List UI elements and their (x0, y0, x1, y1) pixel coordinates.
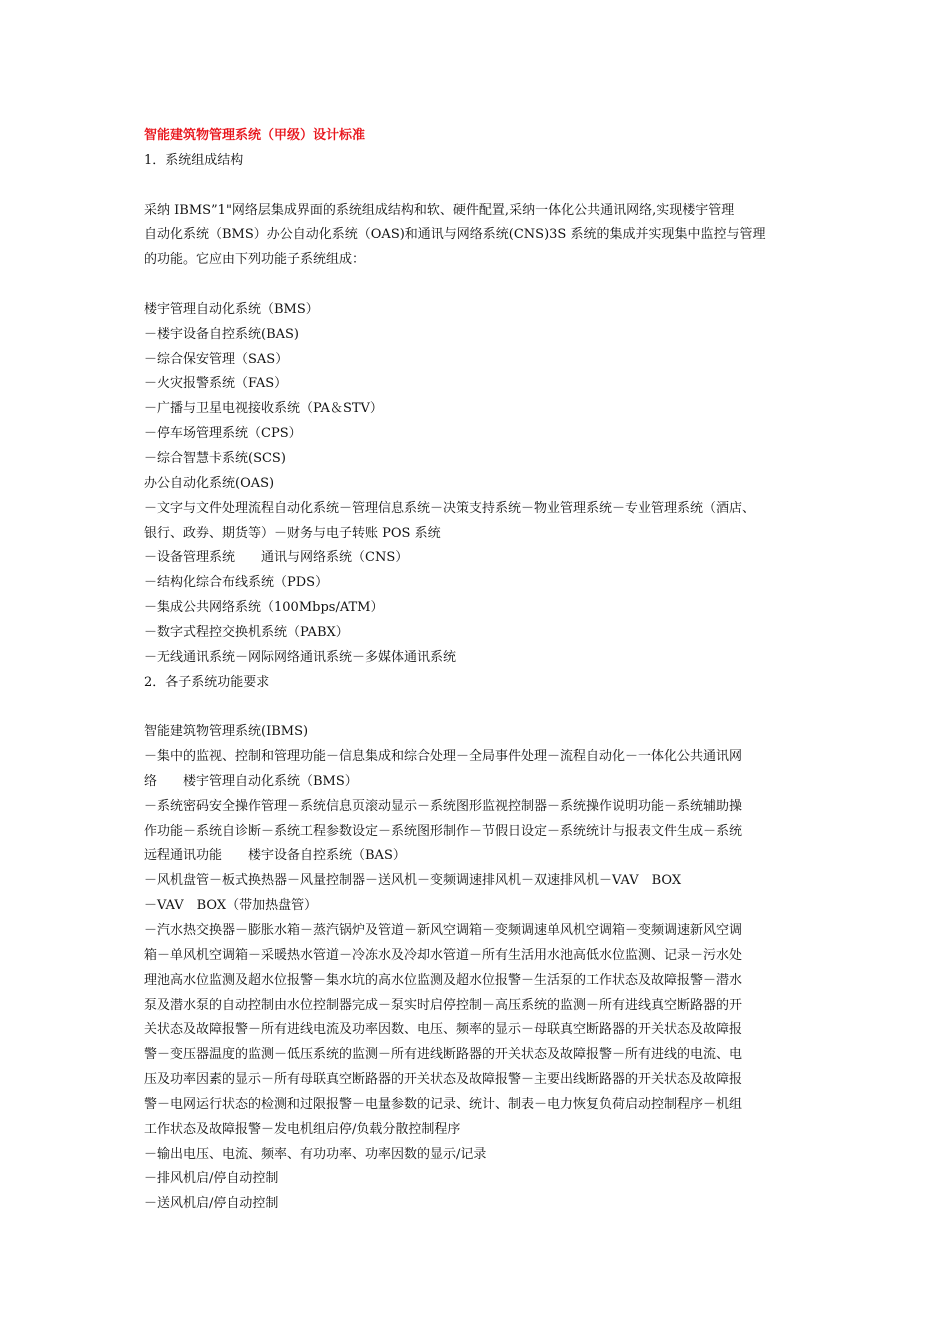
text-line: 楼宇管理自动化系统（BMS） (144, 301, 319, 317)
text-line: －综合智慧卡系统(SCS) (144, 450, 286, 466)
blank-line (144, 695, 824, 720)
text-line: 警－电网运行状态的检测和过限报警－电量参数的记录、统计、制表－电力恢复负荷启动控制程序－机组 (144, 1096, 743, 1112)
text-line: －综合保安管理（SAS） (144, 351, 289, 367)
text-line: 络 楼宇管理自动化系统（BMS） (144, 773, 358, 789)
text-line: 办公自动化系统(OAS) (144, 475, 275, 491)
document-page (144, 124, 824, 1242)
document-title: 智能建筑物管理系统（甲级）设计标准 (144, 128, 366, 143)
text-line (144, 1217, 824, 1242)
text-line: 智能建筑物管理系统(IBMS) (144, 724, 309, 740)
text-line: 关状态及故障报警－所有进线电流及功率因数、电压、频率的显示－母联真空断路器的开关状态及故障报 (144, 1022, 743, 1038)
text-line: 警－变压器温度的监测－低压系统的监测－所有进线断路器的开关状态及故障报警－所有进线的电流、电 (144, 1047, 743, 1063)
text-line: 理池高水位监测及超水位报警－集水坑的高水位监测及超水位报警－生活泵的工作状态及故障报警－潜水 (144, 972, 743, 988)
text-line: －风机盘管－板式换热器－风量控制器－送风机－变频调速排风机－双速排风机－VAV BOX (144, 873, 682, 889)
text-line: 自动化系统（BMS）办公自动化系统（OAS)和通讯与网络系统(CNS)3S 系统的集成并实现集中监控与管理 (144, 227, 766, 243)
text-line: －楼宇设备自控系统(BAS) (144, 326, 299, 342)
text-line: －火灾报警系统（FAS） (144, 376, 288, 392)
text-line: －集中的监视、控制和管理功能－信息集成和综合处理－全局事件处理－流程自动化－一体化公共通讯网 (144, 749, 743, 765)
text-line: 2．各子系统功能要求 (144, 674, 270, 690)
text-line: －输出电压、电流、频率、有功功率、功率因数的显示/记录 (144, 1146, 487, 1162)
text-line: －广播与卫星电视接收系统（PA＆STV） (144, 401, 383, 417)
blank-line (144, 174, 824, 199)
text-line: －设备管理系统 通讯与网络系统（CNS） (144, 550, 409, 566)
text-line: 1．系统组成结构 (144, 152, 244, 168)
text-line: 的功能。它应由下列功能子系统组成： (144, 252, 366, 268)
text-line: 银行、政券、期货等）－财务与电子转账 POS 系统 (144, 525, 441, 541)
text-line: 压及功率因素的显示－所有母联真空断路器的开关状态及故障报警－主要出线断路器的开关状态及故障报 (144, 1072, 743, 1088)
text-line: －集成公共网络系统（100Mbps/ATM） (144, 600, 384, 616)
text-line: －文字与文件处理流程自动化系统－管理信息系统－决策支持系统－物业管理系统－专业管理系统（酒店、 (144, 500, 756, 516)
blank-line (144, 273, 824, 298)
text-line: －排风机启/停自动控制 (144, 1171, 279, 1187)
text-line: －汽水热交换器－膨胀水箱－蒸汽锅炉及管道－新风空调箱－变频调速单风机空调箱－变频调速新风空调 (144, 923, 743, 938)
text-line: －无线通讯系统－网际网络通讯系统－多媒体通讯系统 (144, 649, 457, 665)
text-line: －VAV BOX（带加热盘管） (144, 898, 318, 914)
text-line: －送风机启/停自动控制 (144, 1196, 279, 1212)
text-line: 泵及潜水泵的自动控制由水位控制器完成－泵实时启停控制－高压系统的监测－所有进线真空断路器的开 (144, 997, 743, 1013)
text-line: 作功能－系统自诊断－系统工程参数设定－系统图形制作－节假日设定－系统统计与报表文件生成－系统 (144, 823, 743, 839)
text-line: 箱－单风机空调箱－采暖热水管道－冷冻水及冷却水管道－所有生活用水池高低水位监测、记录－污水处 (144, 947, 743, 963)
text-line: －结构化综合布线系统（PDS） (144, 575, 329, 591)
text-line: －系统密码安全操作管理－系统信息页滚动显示－系统图形监视控制器－系统操作说明功能－系统辅助操 (144, 798, 743, 814)
text-line: 远程通讯功能 楼宇设备自控系统（BAS） (144, 848, 406, 864)
text-line: 采纳 IBMS”1"网络层集成界面的系统组成结构和软、硬件配置,采纳一体化公共通讯网络,实现楼宇管理 (144, 202, 735, 218)
text-line: －停车场管理系统（CPS） (144, 426, 302, 442)
text-line: －数字式程控交换机系统（PABX） (144, 624, 349, 640)
text-line: 工作状态及故障报警－发电机组启停/负载分散控制程序 (144, 1121, 461, 1137)
